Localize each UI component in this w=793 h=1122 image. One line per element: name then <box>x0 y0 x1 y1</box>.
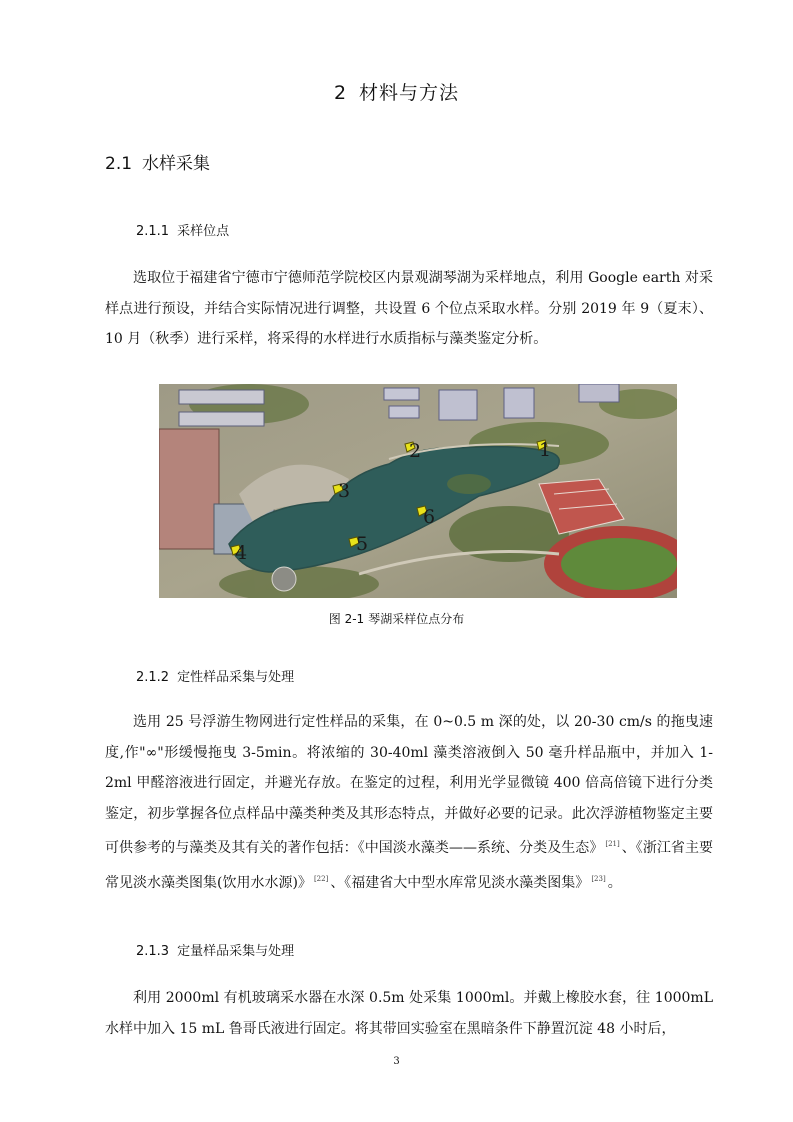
citation-21: [21] <box>605 840 620 848</box>
citation-23: [23] <box>591 874 606 883</box>
paragraph-text: 、《福建省大中型水库常见淡水藻类图集》 <box>330 874 590 891</box>
marker-label-1: 1 <box>539 439 552 461</box>
fountain <box>272 567 296 591</box>
chapter-heading <box>0 78 793 105</box>
chapter-title: 材料与方法 <box>359 82 460 104</box>
satellite-map-image <box>159 384 677 598</box>
figure-title: 琴湖采样位点分布 <box>368 612 465 626</box>
figure-caption <box>0 610 793 627</box>
subsection-number: 2.1.2 <box>136 670 170 685</box>
marker-label-6: 6 <box>423 506 436 528</box>
subsection-title: 定性样品采集与处理 <box>177 670 295 685</box>
marker-label-5: 5 <box>356 533 369 555</box>
marker-label-2: 2 <box>409 440 422 462</box>
island <box>447 474 491 494</box>
section-number: 2.1 <box>105 154 133 174</box>
subsection-number: 2.1.3 <box>136 944 170 959</box>
paragraph-sampling-sites: 选取位于福建省宁德市宁德师范学院校区内景观湖琴湖为采样地点，利用 Google earth 对采样点进行预设，并结合实际情况进行调整，共设置 6 个位点采取水样。分别 2019 年 9（夏末）、10 月（秋季）进行采样，将采得的水样进行水质指标与藻类鉴定分析。 <box>105 270 713 347</box>
section-heading <box>105 149 210 174</box>
figure-number: 图 2-1 <box>328 612 365 626</box>
sampling-site-map <box>159 384 677 598</box>
section-title: 水样采集 <box>142 154 211 174</box>
page-number: 3 <box>393 1056 400 1067</box>
subsection-number: 2.1.1 <box>136 224 170 239</box>
chapter-number: 2 <box>333 82 348 104</box>
citation-22: [22] <box>313 874 329 883</box>
subsection-title: 定量样品采集与处理 <box>177 944 295 959</box>
subsection-heading-quantitative <box>136 940 294 959</box>
marker-1 <box>537 439 551 461</box>
paragraph-qualitative <box>105 707 713 898</box>
subsection-heading-sampling-sites <box>136 220 229 239</box>
subsection-title: 采样位点 <box>177 224 230 239</box>
marker-label-4: 4 <box>235 542 248 564</box>
paragraph-quantitative: 利用 2000ml 有机玻璃采水器在水深 0.5m 处采集 1000ml。并戴上橡胶水套，往 1000mL 水样中加入 15 mL 鲁哥氏液进行固定。将其带回实验室在黑暗条件下静置沉淀 48 小时后， <box>105 990 713 1037</box>
marker-label-3: 3 <box>338 480 351 502</box>
paragraph-text: 、《浙江省主要常见淡水藻类图集(饮用水水源)》 <box>105 840 714 891</box>
paragraph-text: 。 <box>607 874 622 891</box>
paragraph-text: 选用 25 号浮游生物网进行定性样品的采集，在 0~0.5 m 深的处，以 20-30 cm/s 的拖曳速度,作"∞"形缓慢拖曳 3-5min。将浓缩的 30-40ml 藻类溶液倒入 50 毫升样品瓶中，并加入 1-2ml 甲醛溶液进行固定，并避光存放。在鉴定的过程，利用光学显微镜 400 倍高倍镜下进行分类鉴定，初步掌握各位点样品中藻类种类及其形态特点，并做好必要的记录。此次浮游植物鉴定主要可供参考的与藻类及其有关的著作包括：《中国淡水藻类——系统、分类及生态》 <box>105 714 713 856</box>
subsection-heading-qualitative <box>136 666 294 685</box>
